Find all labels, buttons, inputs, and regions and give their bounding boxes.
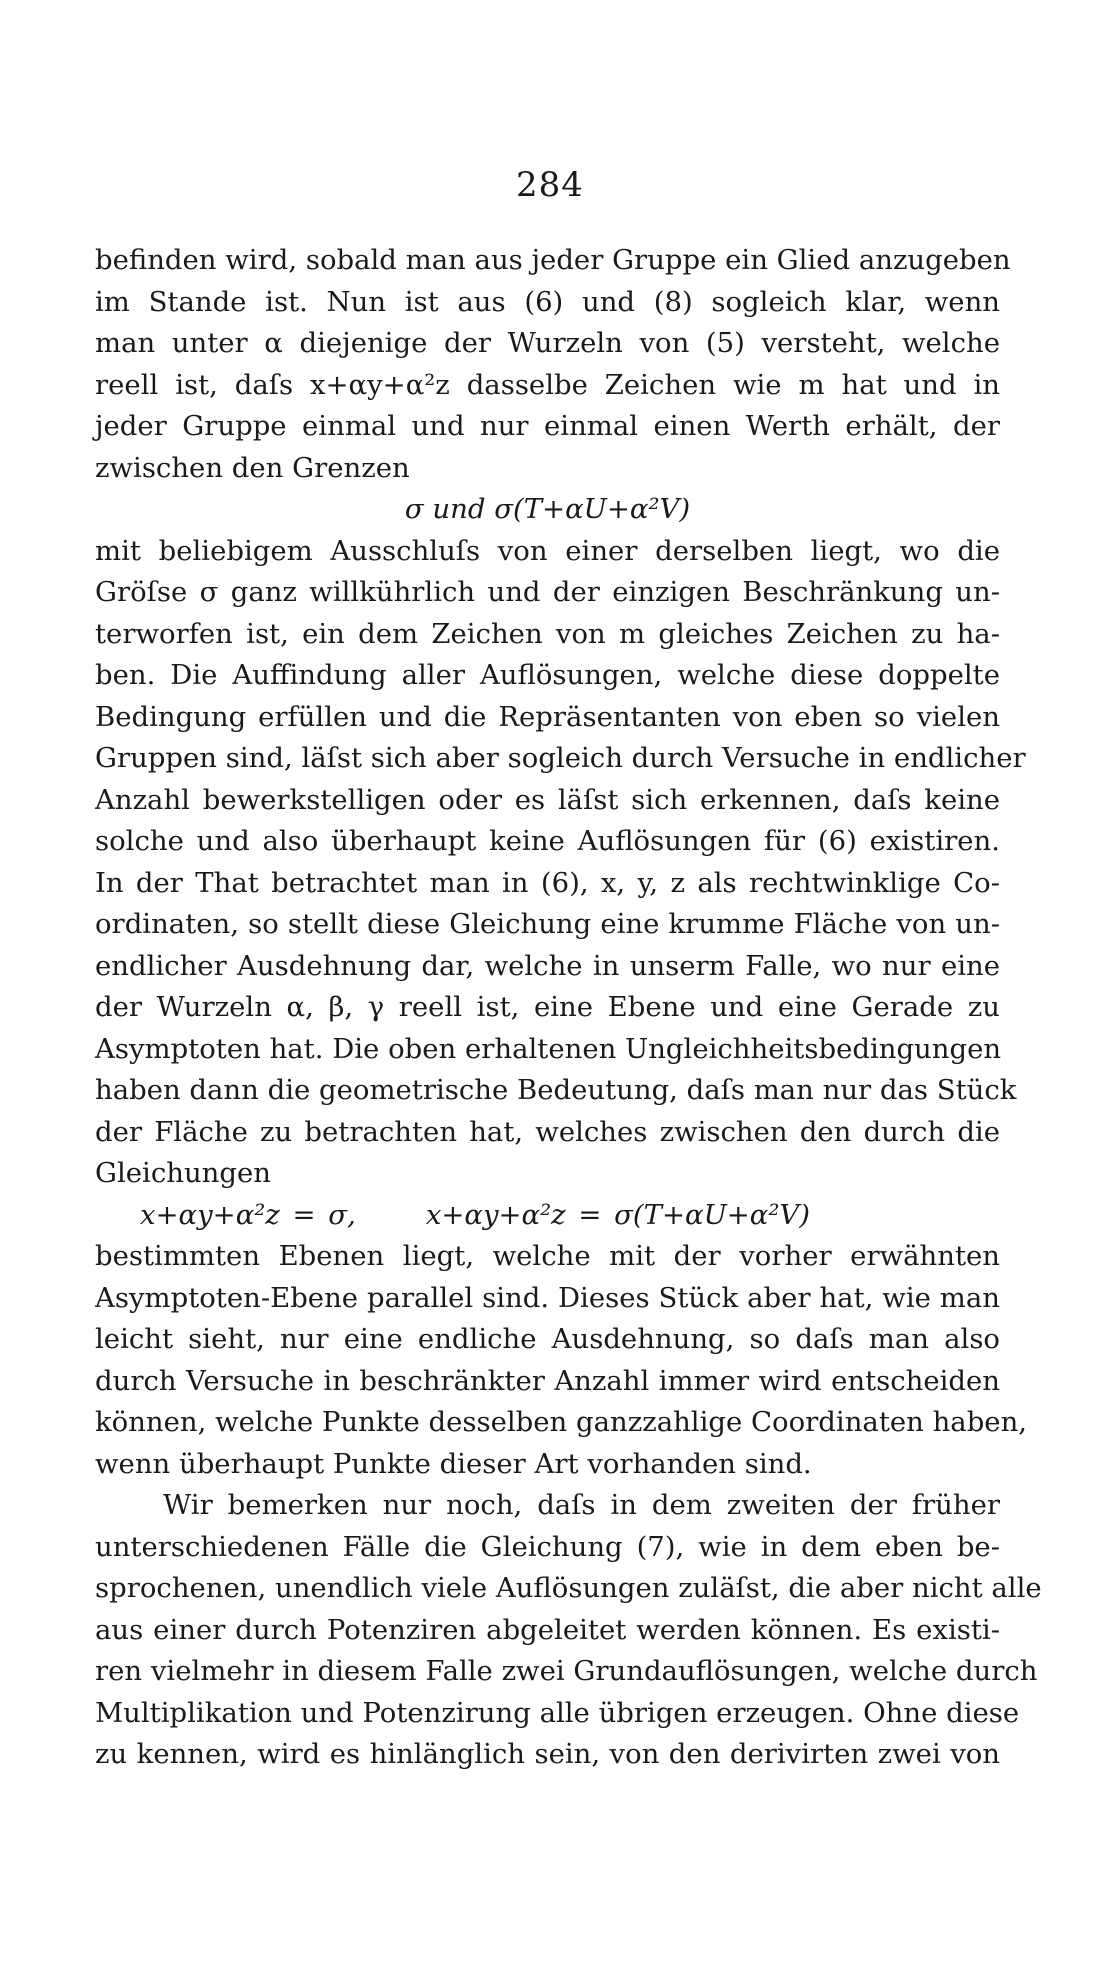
text-line: haben dann die geometrische Bedeutung, daſs man nur das Stück xyxy=(95,1074,1017,1106)
text-line: sprochenen, unendlich viele Auflösungen zuläſst, die aber nicht alle xyxy=(95,1572,1042,1604)
text-line: der Fläche zu betrachten hat, welches zwischen den durch die xyxy=(95,1115,1000,1148)
text-line: jeder Gruppe einmal und nur einmal einen Werth erhält, der xyxy=(95,410,1000,442)
body-text xyxy=(95,240,1042,1776)
text-line: Gröſse σ ganz willkührlich und der einzigen Beschränkung un- xyxy=(95,576,1000,608)
text-line: zu kennen, wird es hinlänglich sein, von den derivirten zwei von xyxy=(95,1738,1000,1770)
formula-line: σ und σ(T+αU+α²V) xyxy=(404,493,691,525)
equation-line xyxy=(95,1195,1000,1237)
text-line: der Wurzeln α, β, γ reell ist, eine Ebene und eine Gerade zu xyxy=(95,991,1000,1023)
text-line: reell ist, daſs x+αy+α²z dasselbe Zeichen wie m hat und in xyxy=(95,368,1000,401)
text-line: im Stande ist. Nun ist aus (6) und (8) sogleich klar, wenn xyxy=(95,285,1000,318)
text-line: mit beliebigem Ausschluſs von einer derselben liegt, wo die xyxy=(95,534,1000,567)
text-line: zwischen den Grenzen xyxy=(95,451,410,484)
text-line: ren vielmehr in diesem Falle zwei Grundauflösungen, welche durch xyxy=(95,1655,1038,1687)
text-line: Asymptoten-Ebene parallel sind. Dieses Stück aber hat, wie man xyxy=(95,1281,1000,1314)
text-line: wenn überhaupt Punkte dieser Art vorhanden sind. xyxy=(95,1447,812,1480)
equation-right: x+αy+α²z = σ(T+αU+α²V) xyxy=(425,1198,810,1231)
text-line: Bedingung erfüllen und die Repräsentanten von eben so vielen xyxy=(95,700,1000,733)
text-line: endlicher Ausdehnung dar, welche in unserm Falle, wo nur eine xyxy=(95,949,1000,982)
text-line: Asymptoten hat. Die oben erhaltenen Ungleichheitsbedingungen xyxy=(95,1032,1002,1065)
text-line: Wir bemerken nur noch, daſs in dem zweiten der früher xyxy=(163,1489,1000,1521)
text-line: ordinaten, so stellt diese Gleichung eine krumme Fläche von un- xyxy=(95,908,1000,940)
text-line: solche und also überhaupt keine Auflösungen für (6) existiren. xyxy=(95,825,1000,857)
text-line: Gleichungen xyxy=(95,1157,271,1189)
text-line: ben. Die Auffindung aller Auflösungen, welche diese doppelte xyxy=(95,659,1000,691)
page-number: 284 xyxy=(516,165,584,205)
text-line: Gruppen sind, läſst sich aber sogleich durch Versuche in endlicher xyxy=(95,742,1026,774)
text-line: unterschiedenen Fälle die Gleichung (7), wie in dem eben be- xyxy=(95,1530,1000,1563)
text-line: Multiplikation und Potenzirung alle übrigen erzeugen. Ohne diese xyxy=(95,1696,1020,1729)
text-line: aus einer durch Potenziren abgeleitet werden können. Es existi- xyxy=(95,1613,1000,1646)
text-line: befinden wird, sobald man aus jeder Gruppe ein Glied anzugeben xyxy=(95,244,1011,276)
text-line: können, welche Punkte desselben ganzzahlige Coordinaten haben, xyxy=(95,1406,1028,1438)
text-line: leicht sieht, nur eine endliche Ausdehnung, so daſs man also xyxy=(95,1323,1000,1355)
text-line: bestimmten Ebenen liegt, welche mit der vorher erwähnten xyxy=(95,1240,1000,1272)
text-line: Anzahl bewerkstelligen oder es läſst sich erkennen, daſs keine xyxy=(95,783,1000,816)
equation-left: x+αy+α²z = σ, xyxy=(140,1198,356,1231)
text-line: In der That betrachtet man in (6), x, y, z als rechtwinklige Co- xyxy=(95,866,1000,899)
text-line: durch Versuche in beschränkter Anzahl immer wird entscheiden xyxy=(95,1364,1000,1397)
text-line: terworfen ist, ein dem Zeichen von m gleiches Zeichen zu ha- xyxy=(95,617,1000,650)
text-line: man unter α diejenige der Wurzeln von (5) versteht, welche xyxy=(95,327,1000,359)
